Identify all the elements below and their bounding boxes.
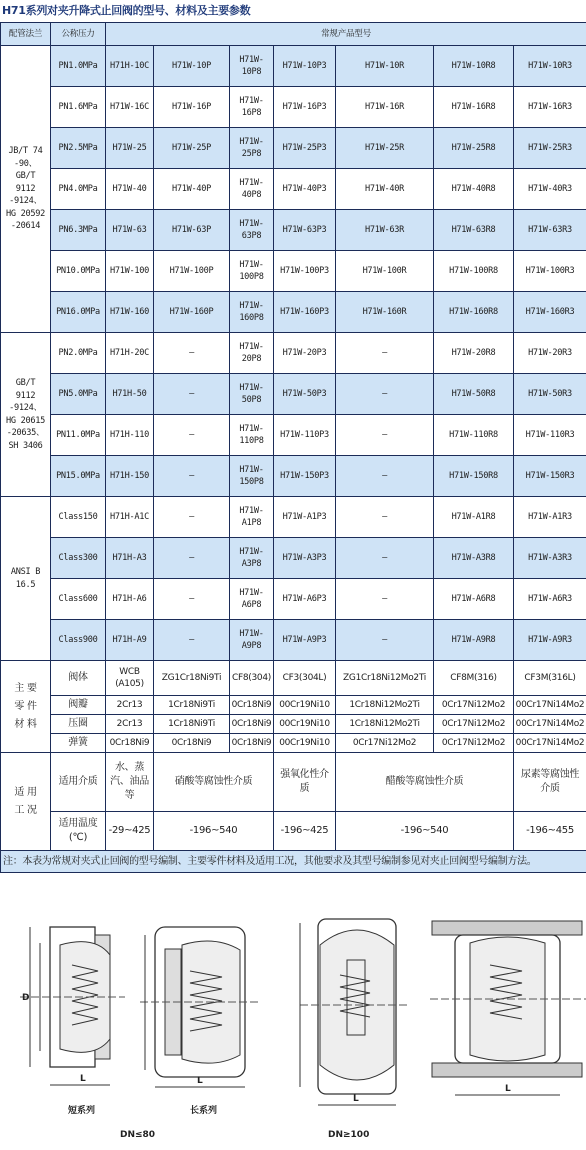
model-cell: H71W-63R8: [434, 210, 514, 251]
temp-cell: -196~425: [274, 812, 336, 851]
model-cell: H71H-110: [106, 415, 154, 456]
model-cell: H71W-25P3: [274, 128, 336, 169]
table-row: [1, 497, 586, 538]
model-cell: H71W- A1P8: [230, 497, 274, 538]
model-cell: H71W-63P3: [274, 210, 336, 251]
conditions-section: 适 用 工 况: [1, 753, 51, 851]
model-cell: H71W- 100P8: [230, 251, 274, 292]
material-cell: 00Cr19Ni10: [274, 734, 336, 753]
table-row: [1, 169, 586, 210]
model-cell: H71W- 150P8: [230, 456, 274, 497]
material-cell: 2Cr13: [106, 696, 154, 715]
material-cell: 00Cr17Ni14Mo2: [514, 696, 586, 715]
long-series-drawing: [140, 927, 260, 1116]
model-cell: H71W-A1P3: [274, 497, 336, 538]
material-cell: 00Cr17Ni14Mo2: [514, 715, 586, 734]
material-cell: ZG1Cr18Ni12Mo2Ti: [336, 661, 434, 696]
pressure-cell: Class600: [51, 579, 106, 620]
model-cell: H71W-10P: [154, 46, 230, 87]
note-row: [1, 851, 586, 873]
model-cell: —: [154, 579, 230, 620]
model-cell: —: [336, 497, 434, 538]
table-row: [1, 46, 586, 87]
medium-cell: 水、蒸 汽、油品 等: [106, 753, 154, 812]
model-cell: H71W-25R: [336, 128, 434, 169]
model-cell: H71W-160P: [154, 292, 230, 333]
materials-section: 主 要 零 件 材 料: [1, 661, 51, 753]
medium-cell: 尿素等腐蚀性 介质: [514, 753, 586, 812]
material-cell: 00Cr17Ni14Mo2: [514, 734, 586, 753]
dn-large-label: DN≥100: [328, 1130, 370, 1140]
medium-cell: 强氧化性介 质: [274, 753, 336, 812]
model-cell: H71W-10P3: [274, 46, 336, 87]
model-cell: H71W-160R3: [514, 292, 586, 333]
pressure-cell: PN1.0MPa: [51, 46, 106, 87]
model-cell: H71W- A3P8: [230, 538, 274, 579]
header-row: [1, 23, 586, 46]
pressure-cell: PN16.0MPa: [51, 292, 106, 333]
medium-cell: 硝酸等腐蚀性介质: [154, 753, 274, 812]
model-cell: H71W-16R8: [434, 87, 514, 128]
spec-table: [0, 22, 586, 873]
long-series-label: 长系列: [190, 1106, 218, 1116]
model-cell: H71W-10R: [336, 46, 434, 87]
table-row: [1, 456, 586, 497]
model-cell: H71W-110R8: [434, 415, 514, 456]
temp-cell: -196~540: [336, 812, 514, 851]
model-cell: H71W- 20P8: [230, 333, 274, 374]
material-cell: 00Cr19Ni10: [274, 696, 336, 715]
model-cell: H71W-110R3: [514, 415, 586, 456]
table-row: [1, 292, 586, 333]
pressure-cell: Class300: [51, 538, 106, 579]
model-cell: H71W- 63P8: [230, 210, 274, 251]
pressure-cell: PN2.0MPa: [51, 333, 106, 374]
valve-drawings: [0, 905, 586, 1150]
model-cell: H71W- 40P8: [230, 169, 274, 210]
model-cell: —: [154, 456, 230, 497]
part-name: 弹簧: [51, 734, 106, 753]
table-row: [1, 333, 586, 374]
table-row: [1, 620, 586, 661]
model-cell: H71W-16P3: [274, 87, 336, 128]
flange-standard: ANSI B 16.5: [1, 497, 51, 661]
material-cell: 1Cr18Ni9Ti: [154, 696, 230, 715]
model-cell: H71W- 50P8: [230, 374, 274, 415]
model-cell: H71W-A6P3: [274, 579, 336, 620]
dn-large-drawing-1: [300, 919, 410, 1105]
model-cell: —: [336, 374, 434, 415]
model-cell: —: [154, 620, 230, 661]
medium-cell: 醋酸等腐蚀性介质: [336, 753, 514, 812]
dim-l-label-4: L: [505, 1084, 511, 1094]
material-cell: CF8M(316): [434, 661, 514, 696]
table-row: [1, 128, 586, 169]
material-row: [1, 734, 586, 753]
model-cell: H71W-A3P3: [274, 538, 336, 579]
material-cell: WCB (A105): [106, 661, 154, 696]
material-row: [1, 661, 586, 696]
material-cell: 0Cr18Ni9: [154, 734, 230, 753]
table-row: [1, 374, 586, 415]
material-cell: CF8(304): [230, 661, 274, 696]
model-cell: H71W-160P3: [274, 292, 336, 333]
model-cell: H71H-A9: [106, 620, 154, 661]
model-cell: H71W-150R8: [434, 456, 514, 497]
model-cell: H71W-A6R3: [514, 579, 586, 620]
model-cell: H71W-50R3: [514, 374, 586, 415]
material-cell: 0Cr17Ni12Mo2: [434, 734, 514, 753]
material-cell: 1Cr18Ni12Mo2Ti: [336, 696, 434, 715]
material-cell: CF3(304L): [274, 661, 336, 696]
model-cell: H71W-63: [106, 210, 154, 251]
table-row: [1, 415, 586, 456]
model-cell: H71W-40P3: [274, 169, 336, 210]
material-cell: 0Cr17Ni12Mo2: [434, 715, 514, 734]
model-cell: H71W-10R8: [434, 46, 514, 87]
pressure-cell: PN10.0MPa: [51, 251, 106, 292]
model-cell: —: [154, 538, 230, 579]
short-series-label: 短系列: [68, 1106, 96, 1116]
model-cell: H71W-25P: [154, 128, 230, 169]
temp-cell: -29~425: [106, 812, 154, 851]
dn-small-label: DN≤80: [120, 1130, 156, 1140]
temp-cell: -196~540: [154, 812, 274, 851]
model-cell: H71W-40: [106, 169, 154, 210]
table-row: [1, 251, 586, 292]
model-cell: H71W-50P3: [274, 374, 336, 415]
header-models: 常规产品型号: [106, 23, 586, 46]
model-cell: H71H-20C: [106, 333, 154, 374]
model-cell: H71W-25R3: [514, 128, 586, 169]
material-cell: 1Cr18Ni12Mo2Ti: [336, 715, 434, 734]
model-cell: H71H-50: [106, 374, 154, 415]
model-cell: H71W-A9R8: [434, 620, 514, 661]
model-cell: —: [336, 415, 434, 456]
model-cell: H71W-100R: [336, 251, 434, 292]
model-cell: H71W-A9R3: [514, 620, 586, 661]
model-cell: H71W- 160P8: [230, 292, 274, 333]
model-cell: —: [336, 456, 434, 497]
pressure-cell: Class150: [51, 497, 106, 538]
model-cell: H71W-A3R8: [434, 538, 514, 579]
pressure-cell: PN4.0MPa: [51, 169, 106, 210]
part-name: 阀瓣: [51, 696, 106, 715]
model-cell: H71W-20P3: [274, 333, 336, 374]
material-cell: 00Cr19Ni10: [274, 715, 336, 734]
model-cell: H71W- 25P8: [230, 128, 274, 169]
model-cell: —: [154, 374, 230, 415]
model-cell: H71W-20R8: [434, 333, 514, 374]
header-flange: 配管法兰: [1, 23, 51, 46]
flange-standard: JB/T 74 -90、 GB/T 9112 -9124、 HG 20592 -20614: [1, 46, 51, 333]
temp-cell: -196~455: [514, 812, 586, 851]
model-cell: H71W-150P3: [274, 456, 336, 497]
model-cell: H71W-A1R3: [514, 497, 586, 538]
model-cell: H71H-150: [106, 456, 154, 497]
model-cell: —: [336, 620, 434, 661]
material-cell: 0Cr17Ni12Mo2: [336, 734, 434, 753]
short-series-drawing: [20, 927, 125, 1116]
condition-row: [1, 753, 586, 812]
model-cell: H71W-100R8: [434, 251, 514, 292]
note-text: 注：本表为常规对夹式止回阀的型号编制、主要零件材料及适用工况，其他要求及其型号编制参见对夹止回阀型号编制方法。: [1, 851, 586, 873]
model-cell: H71W-100P3: [274, 251, 336, 292]
pressure-cell: PN5.0MPa: [51, 374, 106, 415]
model-cell: H71W-A1R8: [434, 497, 514, 538]
temp-label: 适用温度 (℃): [51, 812, 106, 851]
model-cell: H71H-10C: [106, 46, 154, 87]
dim-l-label-1: L: [80, 1074, 86, 1084]
table-row: [1, 579, 586, 620]
model-cell: H71W-50R8: [434, 374, 514, 415]
page-title: H71系列对夹升降式止回阀的型号、材料及主要参数: [2, 4, 251, 17]
part-name: 压圈: [51, 715, 106, 734]
material-cell: 0Cr18Ni9: [230, 715, 274, 734]
model-cell: H71W-160: [106, 292, 154, 333]
model-cell: H71W-160R: [336, 292, 434, 333]
model-cell: H71W-16P: [154, 87, 230, 128]
model-cell: H71H-A6: [106, 579, 154, 620]
material-cell: 2Cr13: [106, 715, 154, 734]
model-cell: H71W-40P: [154, 169, 230, 210]
model-cell: H71H-A1C: [106, 497, 154, 538]
pressure-cell: PN6.3MPa: [51, 210, 106, 251]
model-cell: H71H-A3: [106, 538, 154, 579]
table-row: [1, 538, 586, 579]
pressure-cell: PN2.5MPa: [51, 128, 106, 169]
material-cell: 1Cr18Ni9Ti: [154, 715, 230, 734]
model-cell: H71W-150R3: [514, 456, 586, 497]
model-cell: H71W- A6P8: [230, 579, 274, 620]
pressure-cell: PN11.0MPa: [51, 415, 106, 456]
model-cell: H71W-A3R3: [514, 538, 586, 579]
model-cell: H71W-25R8: [434, 128, 514, 169]
dn-large-drawing-2: [430, 921, 586, 1095]
table-row: [1, 210, 586, 251]
material-cell: 0Cr17Ni12Mo2: [434, 696, 514, 715]
model-cell: H71W-63P: [154, 210, 230, 251]
condition-row: [1, 812, 586, 851]
material-cell: ZG1Cr18Ni9Ti: [154, 661, 230, 696]
model-cell: H71W-160R8: [434, 292, 514, 333]
material-cell: 0Cr18Ni9: [106, 734, 154, 753]
model-cell: —: [336, 579, 434, 620]
model-cell: H71W-40R3: [514, 169, 586, 210]
model-cell: H71W-16C: [106, 87, 154, 128]
model-cell: H71W-40R: [336, 169, 434, 210]
model-cell: H71W-A9P3: [274, 620, 336, 661]
model-cell: H71W-100R3: [514, 251, 586, 292]
dim-d-label-1: D: [22, 993, 30, 1003]
model-cell: H71W-100: [106, 251, 154, 292]
model-cell: H71W-16R3: [514, 87, 586, 128]
material-cell: CF3M(316L): [514, 661, 586, 696]
header-pressure: 公称压力: [51, 23, 106, 46]
model-cell: —: [336, 333, 434, 374]
model-cell: H71W-A6R8: [434, 579, 514, 620]
model-cell: H71W-63R3: [514, 210, 586, 251]
table-row: [1, 87, 586, 128]
model-cell: H71W-16R: [336, 87, 434, 128]
model-cell: H71W-20R3: [514, 333, 586, 374]
flange-standard: GB/T 9112 -9124、 HG 20615 -20635、 SH 3406: [1, 333, 51, 497]
part-name: 阀体: [51, 661, 106, 696]
dim-l-label-2: L: [197, 1076, 203, 1086]
pressure-cell: Class900: [51, 620, 106, 661]
material-cell: 0Cr18Ni9: [230, 696, 274, 715]
model-cell: H71W- A9P8: [230, 620, 274, 661]
model-cell: —: [154, 333, 230, 374]
pressure-cell: PN1.6MPa: [51, 87, 106, 128]
model-cell: H71W- 16P8: [230, 87, 274, 128]
model-cell: H71W- 10P8: [230, 46, 274, 87]
model-cell: H71W-25: [106, 128, 154, 169]
material-row: [1, 715, 586, 734]
model-cell: H71W-63R: [336, 210, 434, 251]
model-cell: H71W- 110P8: [230, 415, 274, 456]
model-cell: —: [154, 497, 230, 538]
pressure-cell: PN15.0MPa: [51, 456, 106, 497]
model-cell: H71W-40R8: [434, 169, 514, 210]
model-cell: —: [154, 415, 230, 456]
model-cell: —: [336, 538, 434, 579]
model-cell: H71W-110P3: [274, 415, 336, 456]
material-row: [1, 696, 586, 715]
model-cell: H71W-100P: [154, 251, 230, 292]
model-cell: H71W-10R3: [514, 46, 586, 87]
material-cell: 0Cr18Ni9: [230, 734, 274, 753]
medium-label: 适用介质: [51, 753, 106, 812]
dim-l-label-3: L: [353, 1094, 359, 1104]
